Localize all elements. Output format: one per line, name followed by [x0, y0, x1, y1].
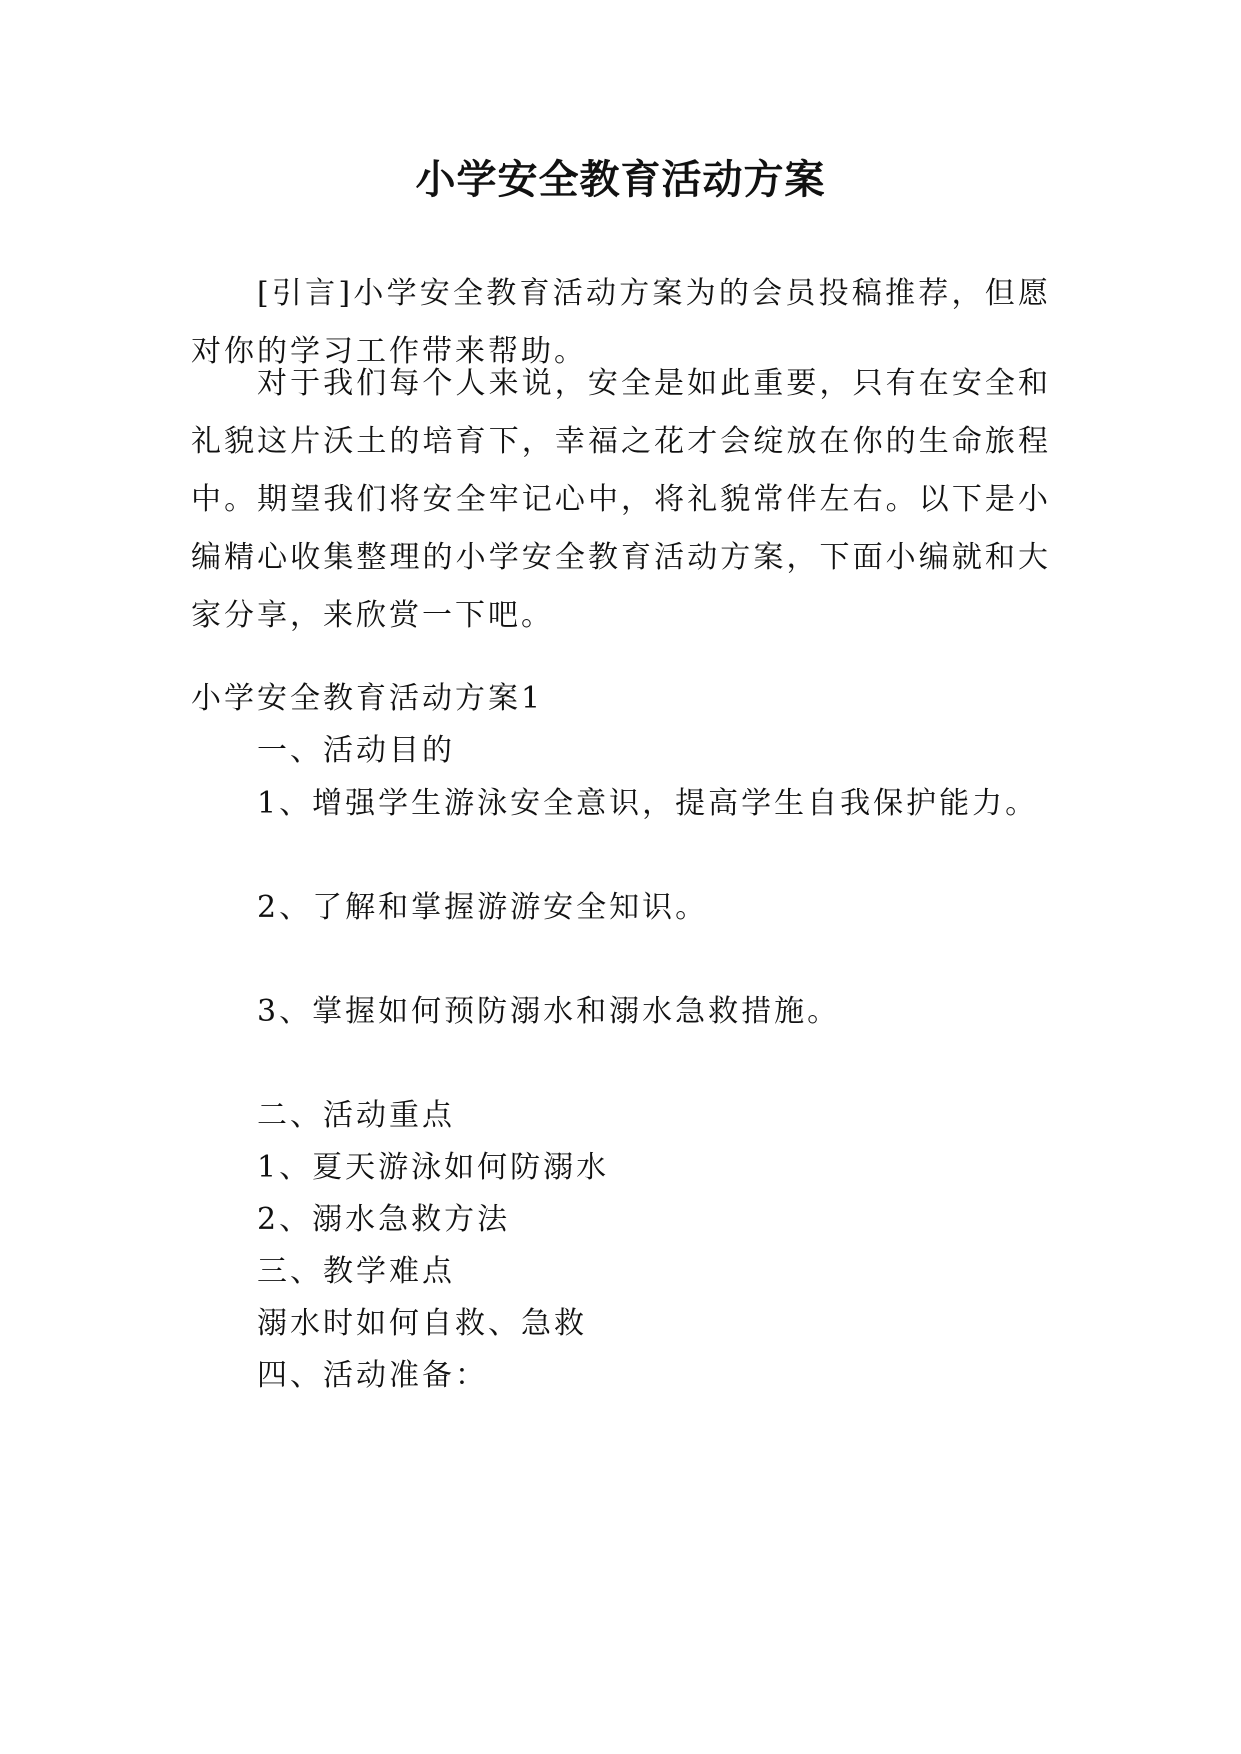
list-item: 2、溺水急救方法: [257, 1202, 511, 1237]
heading-activity-focus: 二、活动重点: [257, 1098, 455, 1133]
heading-activity-preparation: 四、活动准备：: [257, 1358, 488, 1393]
body-paragraph: 对于我们每个人来说，安全是如此重要，只有在安全和礼貌这片沃土的培育下，幸福之花才会绽放在你的生命旅程中。期望我们将安全牢记心中，将礼貌常伴左右。以下是小编精心收集整理的小学安全教育活动方案，下面小编就和大家分享，来欣赏一下吧。: [191, 366, 1051, 633]
list-item: 3、掌握如何预防溺水和溺水急救措施。: [257, 994, 841, 1029]
heading-teaching-difficulty: 三、教学难点: [257, 1254, 455, 1289]
list-item: 1、夏天游泳如何防溺水: [257, 1150, 610, 1185]
section-heading: 小学安全教育活动方案1: [191, 681, 544, 716]
list-item: 2、了解和掌握游游安全知识。: [257, 890, 709, 925]
intro-paragraph: [引言]小学安全教育活动方案为的会员投稿推荐，但愿对你的学习工作带来帮助。: [191, 276, 1051, 369]
list-item: 1、增强学生游泳安全意识，提高学生自我保护能力。: [257, 786, 1039, 821]
heading-activity-goal: 一、活动目的: [257, 733, 455, 768]
document-title: 小学安全教育活动方案: [415, 157, 826, 203]
list-item: 溺水时如何自救、急救: [257, 1306, 587, 1341]
